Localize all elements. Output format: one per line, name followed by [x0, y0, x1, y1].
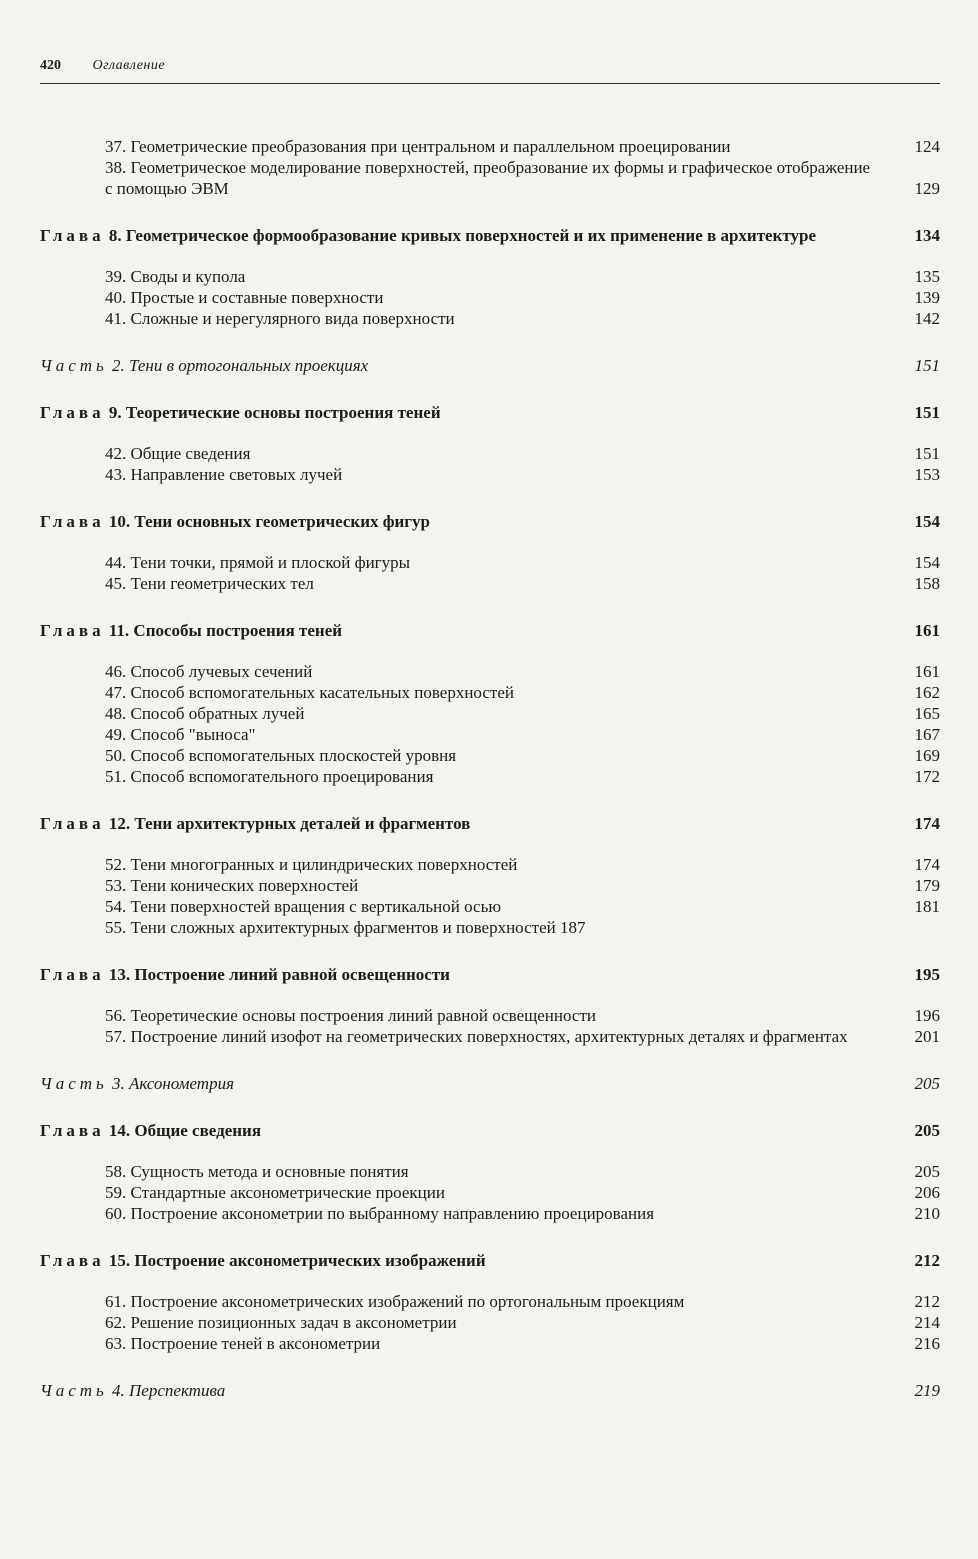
- chapter-title: 13. Построение линий равной освещенности: [108, 965, 450, 984]
- toc-entry: [40, 573, 940, 594]
- toc-part: [40, 355, 940, 376]
- toc-entry: [40, 766, 940, 787]
- page-ref: 167: [914, 725, 940, 744]
- entry-title: 37. Геометрические преобразования при центральном и параллельном проецировании: [105, 137, 731, 156]
- toc-chapter: [40, 1120, 940, 1141]
- page-ref: 161: [914, 662, 940, 681]
- page-ref: 165: [914, 704, 940, 723]
- spacer: [40, 376, 940, 402]
- spacer: [40, 246, 940, 266]
- page-ref: 214: [914, 1313, 940, 1332]
- entry-title: 38. Геометрическое моделирование поверхностей, преобразование их формы и графическое отображение с помощью ЭВМ: [105, 158, 871, 198]
- spacer: [40, 1224, 940, 1250]
- chapter-label: Глава: [40, 226, 105, 245]
- part-label: Часть: [40, 1074, 108, 1093]
- spacer: [40, 938, 940, 964]
- spacer: [40, 594, 940, 620]
- toc-entry: [40, 1182, 940, 1203]
- part-title: 2. Тени в ортогональных проекциях: [112, 356, 369, 375]
- page-ref: 205: [914, 1074, 940, 1093]
- page-ref: 201: [914, 1027, 940, 1046]
- entry-title: 61. Построение аксонометрических изображений по ортогональным проекциям: [105, 1292, 685, 1311]
- entry-title: 56. Теоретические основы построения линий равной освещенности: [105, 1006, 596, 1025]
- toc-entry: [40, 1333, 940, 1354]
- chapter-title: 12. Тени архитектурных деталей и фрагментов: [108, 814, 471, 833]
- toc-entry: [40, 1005, 940, 1026]
- page-ref: 174: [914, 855, 940, 874]
- chapter-title: 14. Общие сведения: [108, 1121, 262, 1140]
- page-ref: 162: [914, 683, 940, 702]
- page-ref: 205: [914, 1121, 940, 1140]
- chapter-label: Глава: [40, 512, 105, 531]
- page-ref: 153: [914, 465, 940, 484]
- toc-entry: [40, 896, 940, 917]
- page-ref: 181: [914, 897, 940, 916]
- page-ref: 142: [914, 309, 940, 328]
- spacer: [40, 787, 940, 813]
- page-ref: 195: [914, 965, 940, 984]
- toc-entry: [40, 724, 940, 745]
- spacer: [40, 1271, 940, 1291]
- page-ref: 151: [914, 403, 940, 422]
- toc-entry: [40, 1291, 940, 1312]
- toc-chapter: [40, 620, 940, 641]
- toc-entry: [40, 682, 940, 703]
- page-ref: 134: [914, 226, 940, 245]
- chapter-label: Глава: [40, 1121, 105, 1140]
- entry-title: 42. Общие сведения: [105, 444, 251, 463]
- entry-title: 57. Построение линий изофот на геометрических поверхностях, архитектурных деталях и фрагментах: [105, 1027, 848, 1046]
- page-ref: 154: [914, 553, 940, 572]
- entry-title: 44. Тени точки, прямой и плоской фигуры: [105, 553, 411, 572]
- spacer: [40, 1141, 940, 1161]
- entry-title: 41. Сложные и нерегулярного вида поверхности: [105, 309, 455, 328]
- chapter-label: Глава: [40, 621, 105, 640]
- toc-entry: [40, 552, 940, 573]
- toc-entry: [40, 464, 940, 485]
- page-ref: 210: [914, 1204, 940, 1223]
- running-header: [40, 58, 940, 80]
- spacer: [40, 641, 940, 661]
- page-ref: 174: [914, 814, 940, 833]
- page-ref: 212: [914, 1292, 940, 1311]
- spacer: [40, 1047, 940, 1073]
- toc-entry: [40, 266, 940, 287]
- toc-chapter: [40, 225, 940, 246]
- spacer: [40, 485, 940, 511]
- entry-title: 50. Способ вспомогательных плоскостей уровня: [105, 746, 457, 765]
- entry-title: 53. Тени конических поверхностей: [105, 876, 359, 895]
- page-ref: 206: [914, 1183, 940, 1202]
- running-title: Оглавление: [92, 58, 166, 73]
- entry-title: 58. Сущность метода и основные понятия: [105, 1162, 409, 1181]
- part-label: Часть: [40, 356, 108, 375]
- toc-chapter: [40, 511, 940, 532]
- toc-entry: [40, 745, 940, 766]
- entry-title: 49. Способ "выноса": [105, 725, 256, 744]
- page-ref: 124: [914, 137, 940, 156]
- spacer: [40, 1354, 940, 1380]
- toc-entry: [40, 703, 940, 724]
- entry-title: 63. Построение теней в аксонометрии: [105, 1334, 381, 1353]
- part-label: Часть: [40, 1381, 108, 1400]
- part-title: 4. Перспектива: [112, 1381, 226, 1400]
- entry-title: 55. Тени сложных архитектурных фрагментов и поверхностей 187: [105, 918, 586, 937]
- page-ref: 151: [914, 444, 940, 463]
- spacer: [40, 199, 940, 225]
- page-ref: 172: [914, 767, 940, 786]
- entry-title: 39. Своды и купола: [105, 267, 246, 286]
- spacer: [40, 985, 940, 1005]
- toc-chapter: [40, 1250, 940, 1271]
- entry-title: 60. Построение аксонометрии по выбранному направлению проецирования: [105, 1204, 655, 1223]
- toc-entry: [40, 875, 940, 896]
- page-ref: 196: [914, 1006, 940, 1025]
- chapter-title: 9. Теоретические основы построения теней: [108, 403, 441, 422]
- toc-entry: [40, 136, 940, 157]
- toc-entry: [40, 1312, 940, 1333]
- chapter-title: 11. Способы построения теней: [108, 621, 343, 640]
- chapter-label: Глава: [40, 403, 105, 422]
- page-ref: 179: [914, 876, 940, 895]
- entry-title: 48. Способ обратных лучей: [105, 704, 305, 723]
- entry-title: 47. Способ вспомогательных касательных поверхностей: [105, 683, 514, 702]
- entry-title: 52. Тени многогранных и цилиндрических поверхностей: [105, 855, 518, 874]
- chapter-title: 10. Тени основных геометрических фигур: [108, 512, 430, 531]
- toc-entry: [40, 287, 940, 308]
- chapter-label: Глава: [40, 1251, 105, 1270]
- spacer: [40, 834, 940, 854]
- toc-entry: [40, 1161, 940, 1182]
- page-ref: 135: [914, 267, 940, 286]
- spacer: [40, 329, 940, 355]
- chapter-label: Глава: [40, 965, 105, 984]
- page-ref: 219: [914, 1381, 940, 1400]
- entry-title: 40. Простые и составные поверхности: [105, 288, 384, 307]
- page-ref: 161: [914, 621, 940, 640]
- page-ref: 212: [914, 1251, 940, 1270]
- chapter-title: 15. Построение аксонометрических изображений: [108, 1251, 486, 1270]
- spacer: [40, 532, 940, 552]
- page-number: 420: [40, 58, 61, 73]
- toc-entry: [40, 661, 940, 682]
- page-ref: 158: [914, 574, 940, 593]
- page-ref: 151: [914, 356, 940, 375]
- toc-entry: [40, 1026, 940, 1047]
- entry-title: 51. Способ вспомогательного проецирования: [105, 767, 434, 786]
- part-title: 3. Аксонометрия: [112, 1074, 234, 1093]
- entry-title: 54. Тени поверхностей вращения с вертикальной осью: [105, 897, 502, 916]
- spacer: [40, 423, 940, 443]
- table-of-contents: [40, 136, 940, 1401]
- toc-chapter: [40, 964, 940, 985]
- entry-title: 62. Решение позиционных задач в аксонометрии: [105, 1313, 457, 1332]
- toc-entry: [40, 917, 940, 938]
- spacer: [40, 1094, 940, 1120]
- page-ref: 169: [914, 746, 940, 765]
- page-ref: 205: [914, 1162, 940, 1181]
- page-ref: 216: [914, 1334, 940, 1353]
- toc-entry: [40, 443, 940, 464]
- toc-entry: [40, 157, 940, 199]
- toc-part: [40, 1073, 940, 1094]
- toc-chapter: [40, 813, 940, 834]
- page-ref: 129: [914, 179, 940, 198]
- toc-entry: [40, 1203, 940, 1224]
- toc-chapter: [40, 402, 940, 423]
- header-rule: [40, 83, 940, 84]
- toc-part: [40, 1380, 940, 1401]
- chapter-label: Глава: [40, 814, 105, 833]
- entry-title: 59. Стандартные аксонометрические проекции: [105, 1183, 445, 1202]
- page-ref: 139: [914, 288, 940, 307]
- toc-entry: [40, 308, 940, 329]
- page-ref: 154: [914, 512, 940, 531]
- entry-title: 46. Способ лучевых сечений: [105, 662, 313, 681]
- entry-title: 43. Направление световых лучей: [105, 465, 343, 484]
- chapter-title: 8. Геометрическое формообразование кривых поверхностей и их применение в архитектуре: [108, 226, 817, 245]
- toc-entry: [40, 854, 940, 875]
- entry-title: 45. Тени геометрических тел: [105, 574, 314, 593]
